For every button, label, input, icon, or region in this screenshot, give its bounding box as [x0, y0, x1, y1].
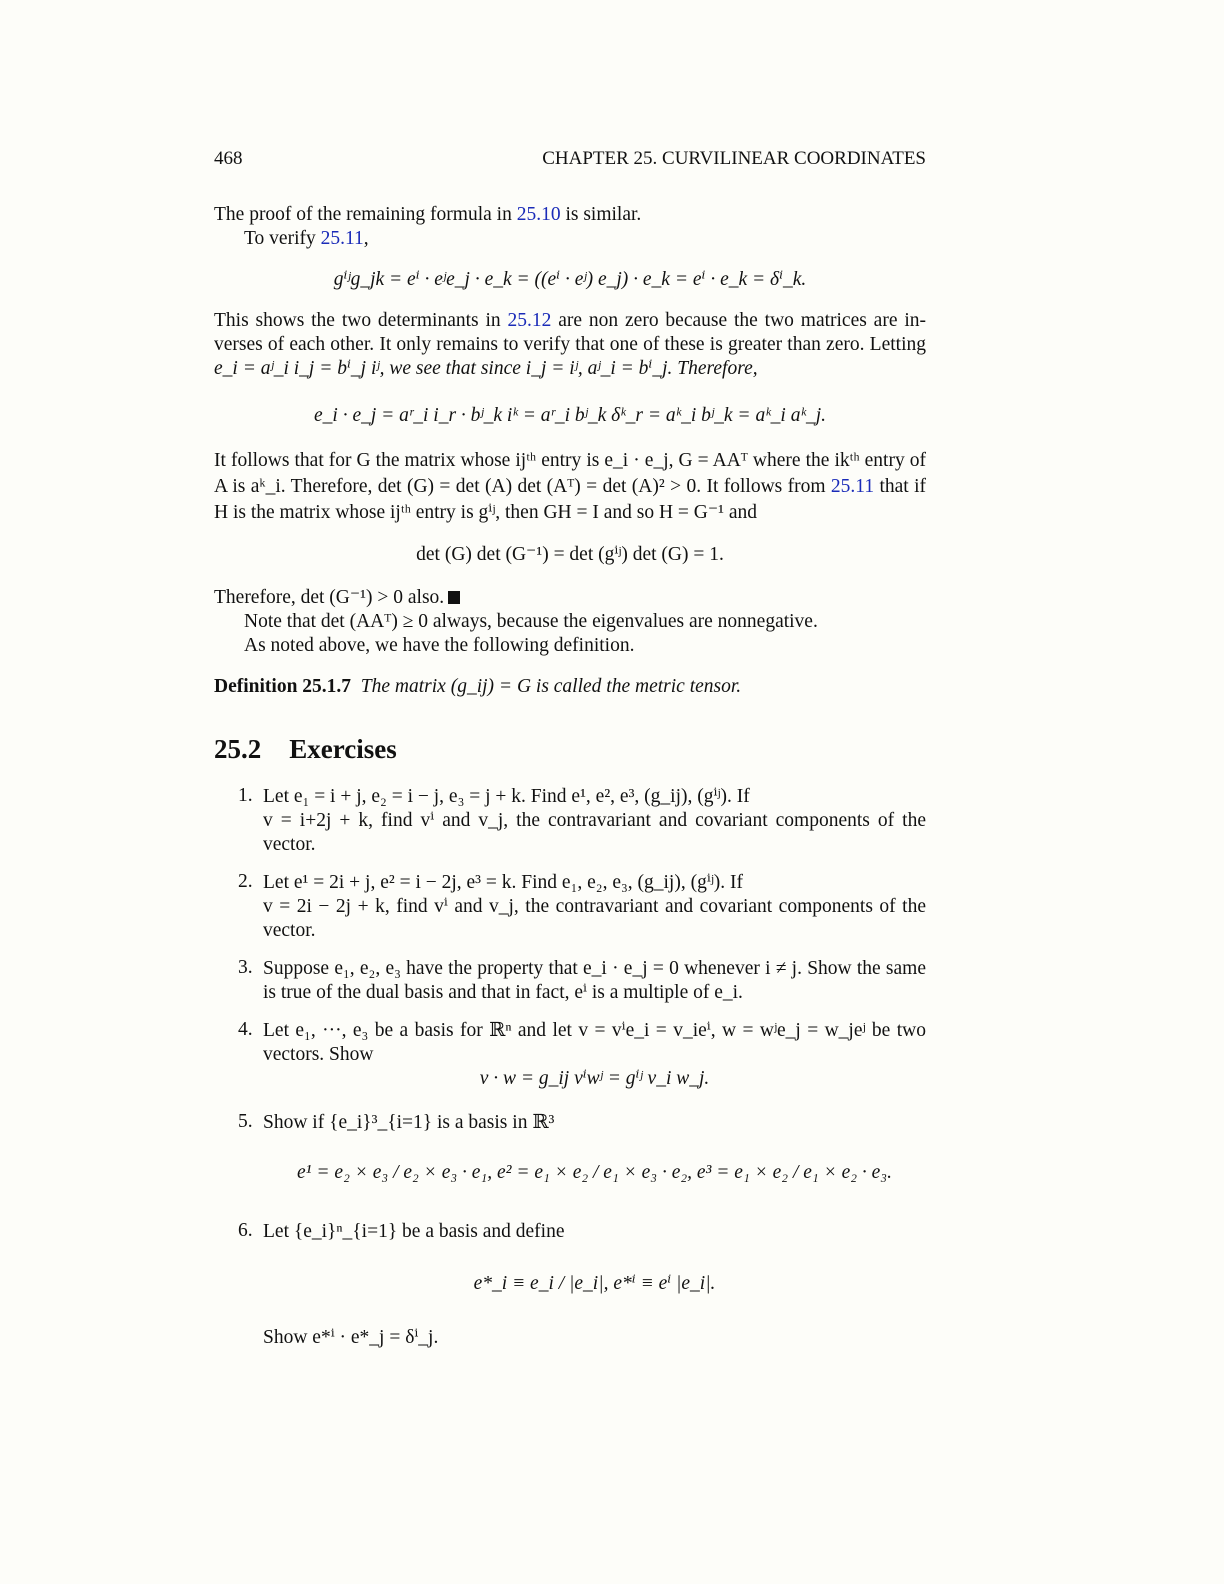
- exercise-line: Let e₁, ···, e₃ be a basis for ℝⁿ and let v = vⁱe_i = v_ieⁱ, w = wʲe_j = w_jeʲ be two: [263, 1020, 926, 1041]
- definition-text: The matrix (g_ij) = G is called the metric tensor.: [360, 676, 742, 697]
- paragraph-note: Note that det (AAᵀ) ≥ 0 always, because the eigenvalues are nonnegative.: [244, 611, 818, 632]
- exercise-equation: v · w = g_ij vⁱwʲ = gⁱʲ v_i w_j.: [479, 1068, 710, 1089]
- chapter-title: CHAPTER 25. CURVILINEAR COORDINATES: [542, 148, 926, 169]
- paragraph-matrix-g-line3: H is the matrix whose ijᵗʰ entry is gⁱʲ, then GH = I and so H = G⁻¹ and: [214, 502, 758, 523]
- paragraph-matrix-g-line2: A is aᵏ_i. Therefore, det (G) = det (A) det (Aᵀ) = det (A)² > 0. It follows from 25.11 that if: [214, 476, 926, 497]
- exercise-line: Show e*ⁱ · e*_j = δⁱ_j.: [263, 1327, 439, 1348]
- exercise-line: is true of the dual basis and that in fact, eⁱ is a multiple of e_i.: [263, 982, 743, 1003]
- paragraph-as-noted: As noted above, we have the following definition.: [244, 635, 635, 656]
- exercise-line: v = i+2j + k, find vⁱ and v_j, the contravariant and covariant components of the: [263, 810, 926, 831]
- exercise-line: v = 2i − 2j + k, find vⁱ and v_j, the contravariant and covariant components of the: [263, 896, 926, 917]
- ref-link-25-12[interactable]: 25.12: [507, 310, 552, 331]
- exercise-line: vectors. Show: [263, 1044, 374, 1065]
- exercise-equation: e*_i ≡ e_i / |e_i|, e*ⁱ ≡ eⁱ |e_i|.: [473, 1273, 716, 1294]
- exercise-line: vector.: [263, 920, 316, 941]
- paragraph-proof-remaining: The proof of the remaining formula in 25.10 is similar.: [214, 204, 642, 225]
- exercise-line: Show if {e_i}³_{i=1} is a basis in ℝ³: [263, 1112, 555, 1133]
- paragraph-matrix-g-line1: It follows that for G the matrix whose ijᵗʰ entry is e_i · e_j, G = AAᵀ where the ikᵗʰ entry of: [214, 450, 926, 471]
- exercise-line: vector.: [263, 834, 316, 855]
- definition-label: Definition 25.1.7: [214, 676, 352, 697]
- ref-link-25-10[interactable]: 25.10: [516, 204, 561, 225]
- section-title: Exercises: [289, 734, 397, 764]
- running-header: [214, 148, 926, 170]
- equation-metric-inverse: gⁱʲg_jk = eⁱ · eʲe_j · e_k = ((eⁱ · eʲ) e_j) · e_k = eⁱ · e_k = δⁱ_k.: [333, 269, 807, 290]
- paragraph-determinants-line1: This shows the two determinants in 25.12 are non zero because the two matrices are in-: [214, 310, 927, 331]
- page-number: 468: [214, 148, 243, 169]
- paragraph-verify: To verify 25.11,: [244, 228, 369, 249]
- exercise-equation: e¹ = e₂ × e₃ / e₂ × e₃ · e₁, e² = e₁ × e₂ / e₁ × e₃ · e₂, e³ = e₁ × e₂ / e₁ × e₂ · e₃.: [297, 1162, 892, 1183]
- equation-dot-product: e_i · e_j = aʳ_i i_r · bʲ_k iᵏ = aʳ_i bʲ_k δᵏ_r = aᵏ_i bʲ_k = aᵏ_i aᵏ_j.: [314, 405, 826, 426]
- ref-link-25-11[interactable]: 25.11: [320, 228, 364, 249]
- exercise-line: Suppose e₁, e₂, e₃ have the property that e_i · e_j = 0 whenever i ≠ j. Show the same: [263, 958, 926, 979]
- exercise-line: Let {e_i}ⁿ_{i=1} be a basis and define: [263, 1221, 565, 1242]
- definition-25-1-7: [214, 675, 741, 699]
- exercise-line: Let e₁ = i + j, e₂ = i − j, e₃ = j + k. Find e¹, e², e³, (g_ij), (gⁱʲ). If: [263, 786, 750, 807]
- paragraph-therefore: Therefore, det (G⁻¹) > 0 also.: [214, 586, 460, 610]
- paragraph-determinants-line3: e_i = aʲ_i i_j = bⁱ_j iʲ, we see that since i_j = iʲ, aʲ_i = bⁱ_j. Therefore,: [214, 358, 758, 379]
- equation-det-product: det (G) det (G⁻¹) = det (gⁱʲ) det (G) = 1.: [416, 544, 724, 565]
- ref-link-25-11-b[interactable]: 25.11: [830, 476, 875, 497]
- section-number: 25.2: [214, 734, 262, 764]
- section-heading: [214, 734, 397, 765]
- exercise-line: Let e¹ = 2i + j, e² = i − 2j, e³ = k. Find e₁, e₂, e₃, (g_ij), (gⁱʲ). If: [263, 872, 744, 893]
- qed-square-icon: [448, 591, 460, 604]
- paragraph-determinants-line2: verses of each other. It only remains to verify that one of these is greater than zero. Letting: [214, 334, 926, 355]
